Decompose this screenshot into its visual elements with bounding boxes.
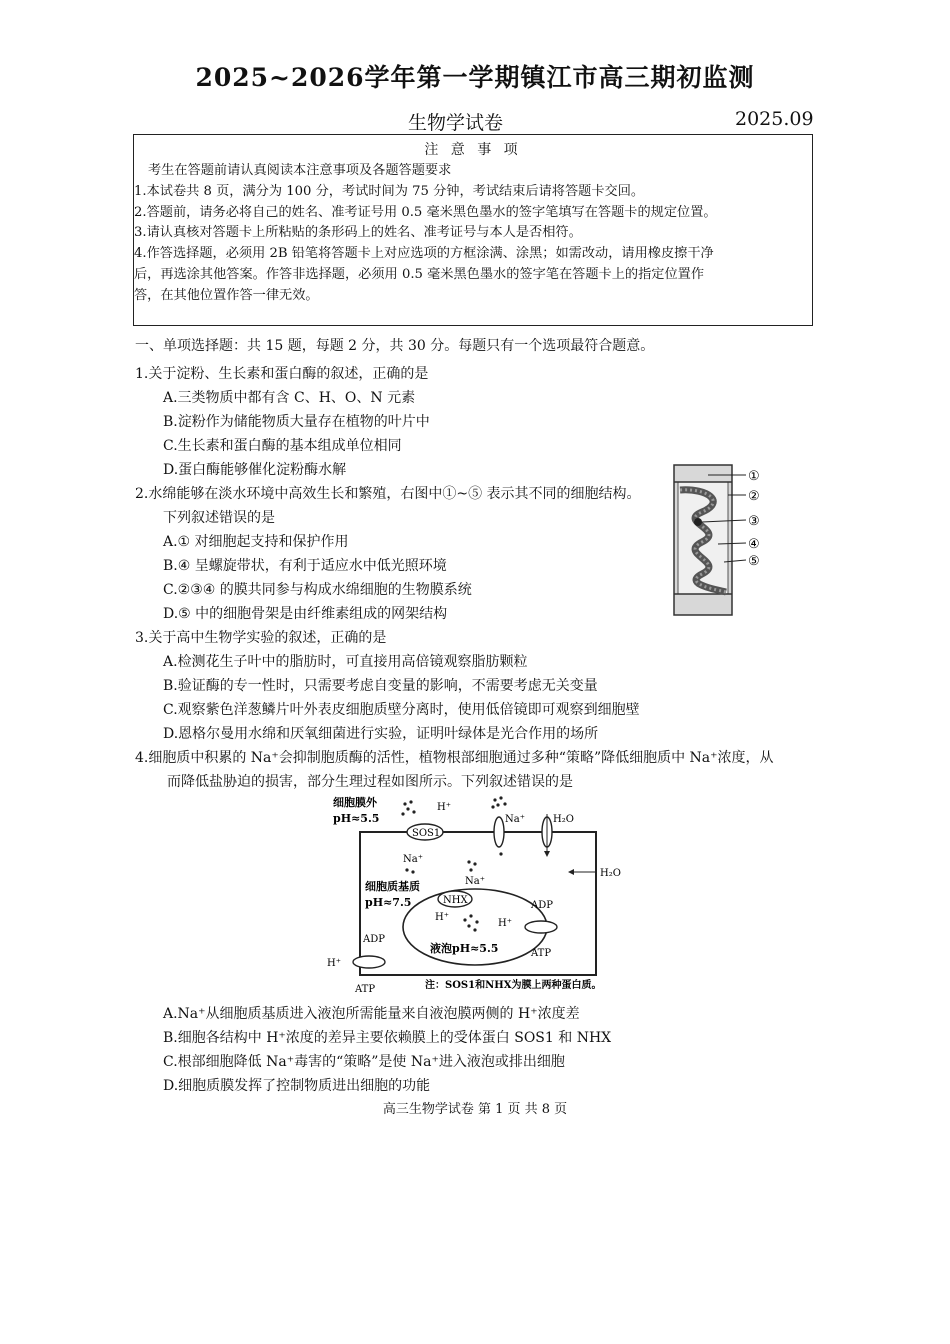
- option-a: A.Na⁺从细胞质基质进入液泡所需能量来自液泡膜两侧的 H⁺浓度差: [163, 1006, 580, 1022]
- vacuole-atp: ATP: [531, 948, 552, 959]
- sos1-label: SOS1: [412, 828, 441, 839]
- option-c: C.生长素和蛋白酶的基本组成单位相同: [163, 438, 402, 454]
- section-heading: 一、单项选择题：共 15 题，每题 2 分，共 30 分。每题只有一个选项最符合题意。: [135, 338, 655, 354]
- question-stem: 3.关于高中生物学实验的叙述，正确的是: [135, 630, 387, 646]
- cytosol-label: 细胞质基质: [365, 880, 420, 893]
- figure-label-1: ①: [748, 469, 760, 484]
- option-d: D.细胞质膜发挥了控制物质进出细胞的功能: [163, 1078, 431, 1094]
- vacuole-adp: ADP: [531, 900, 553, 911]
- h2o-label: H₂O: [600, 868, 621, 879]
- outside-label: 细胞膜外: [333, 796, 377, 809]
- option-c: C.②③④ 的膜共同参与构成水绵细胞的生物膜系统: [163, 582, 472, 598]
- option-b: B.细胞各结构中 H⁺浓度的差异主要依赖膜上的受体蛋白 SOS1 和 NHX: [163, 1030, 612, 1046]
- question-stem-cont: 而降低盐胁迫的损害，部分生理过程如图所示。下列叙述错误的是: [167, 774, 573, 790]
- option-a: A.检测花生子叶中的脂肪时，可直接用高倍镜观察脂肪颗粒: [163, 654, 528, 670]
- diagram-note: 注：SOS1和NHX为膜上两种蛋白质。: [425, 980, 602, 991]
- notice-line: 3.请认真核对答题卡上所粘贴的条形码上的姓名、准考证号与本人是否相符。: [134, 225, 582, 240]
- nhx-label: NHX: [443, 895, 468, 906]
- question-stem-cont: 下列叙述错误的是: [163, 510, 275, 526]
- option-c: C.根部细胞降低 Na⁺毒害的“策略”是使 Na⁺进入液泡或排出细胞: [163, 1054, 565, 1070]
- cytosol-ph: pH≈7.5: [365, 896, 412, 909]
- question-stem: 2.水绵能够在淡水环境中高效生长和繁殖，右图中①~⑤ 表示其不同的细胞结构。: [135, 486, 641, 502]
- exam-subject: 生物学试卷: [408, 112, 504, 134]
- figure-label-5: ⑤: [748, 554, 760, 569]
- vacuole-label: 液泡pH≈5.5: [430, 942, 499, 955]
- h-plus-label: H⁺: [437, 802, 451, 813]
- option-c: C.观察紫色洋葱鳞片叶外表皮细胞质壁分离时，使用低倍镜即可观察到细胞壁: [163, 702, 640, 718]
- option-a: A.① 对细胞起支持和保护作用: [163, 534, 349, 550]
- option-d: D.⑤ 中的细胞骨架是由纤维素组成的网架结构: [163, 606, 448, 622]
- option-d: D.恩格尔曼用水绵和厌氧细菌进行实验，证明叶绿体是光合作用的场所: [163, 726, 599, 742]
- figure-label-2: ②: [748, 489, 760, 504]
- notice-line: 答，在其他位置作答一律无效。: [134, 288, 319, 303]
- nhx-na-plus: Na⁺: [465, 876, 485, 887]
- na-plus-channel-label: Na⁺: [505, 814, 525, 825]
- notice-line: 后，再选涂其他答案。作答非选择题，必须用 0.5 毫米黑色墨水的签字笔在答题卡上的指定位置作: [134, 267, 705, 282]
- membrane-atp: ATP: [355, 984, 376, 995]
- exam-date: 2025.09: [735, 108, 814, 130]
- question-stem: 4.细胞质中积累的 Na⁺会抑制胞质酶的活性，植物根部细胞通过多种“策略”降低细胞质中 Na⁺浓度，从: [135, 750, 774, 766]
- vacuole-h-plus: H⁺: [498, 918, 512, 929]
- spirogyra-figure: [668, 460, 796, 618]
- option-b: B.④ 呈螺旋带状，有利于适应水中低光照环境: [163, 558, 447, 574]
- na-transport-diagram: [325, 792, 635, 1002]
- membrane-h-plus: H⁺: [327, 958, 341, 969]
- membrane-adp: ADP: [363, 934, 385, 945]
- exam-title: 2025~2026学年第一学期镇江市高三期初监测: [195, 63, 755, 92]
- question-stem: 1.关于淀粉、生长素和蛋白酶的叙述，正确的是: [135, 366, 429, 382]
- option-a: A.三类物质中都有含 C、H、O、N 元素: [163, 390, 416, 406]
- notice-title: 注 意 事 项: [424, 142, 522, 158]
- figure-label-4: ④: [748, 537, 760, 552]
- h2o-channel-label: H₂O: [553, 814, 574, 825]
- notice-line: 1.本试卷共 8 页，满分为 100 分，考试时间为 75 分钟，考试结束后请将答题卡交回。: [134, 184, 645, 199]
- option-d: D.蛋白酶能够催化淀粉酶水解: [163, 462, 347, 478]
- outside-ph: pH≈5.5: [333, 812, 380, 825]
- notice-box: [133, 134, 813, 326]
- notice-line: 考生在答题前请认真阅读本注意事项及各题答题要求: [148, 163, 452, 178]
- notice-line: 4.作答选择题，必须用 2B 铅笔将答题卡上对应选项的方框涂满、涂黑；如需改动，请用橡皮擦干净: [134, 246, 714, 261]
- page-footer: 高三生物学试卷 第 1 页 共 8 页: [382, 1102, 568, 1117]
- option-b: B.淀粉作为储能物质大量存在植物的叶片中: [163, 414, 430, 430]
- na-plus-label: Na⁺: [403, 854, 423, 865]
- nhx-h-plus: H⁺: [435, 912, 449, 923]
- option-b: B.验证酶的专一性时，只需要考虑自变量的影响，不需要考虑无关变量: [163, 678, 598, 694]
- notice-line: 2.答题前，请务必将自己的姓名、准考证号用 0.5 毫米黑色墨水的签字笔填写在答题卡的规定位置。: [134, 205, 717, 220]
- figure-label-3: ③: [748, 514, 760, 529]
